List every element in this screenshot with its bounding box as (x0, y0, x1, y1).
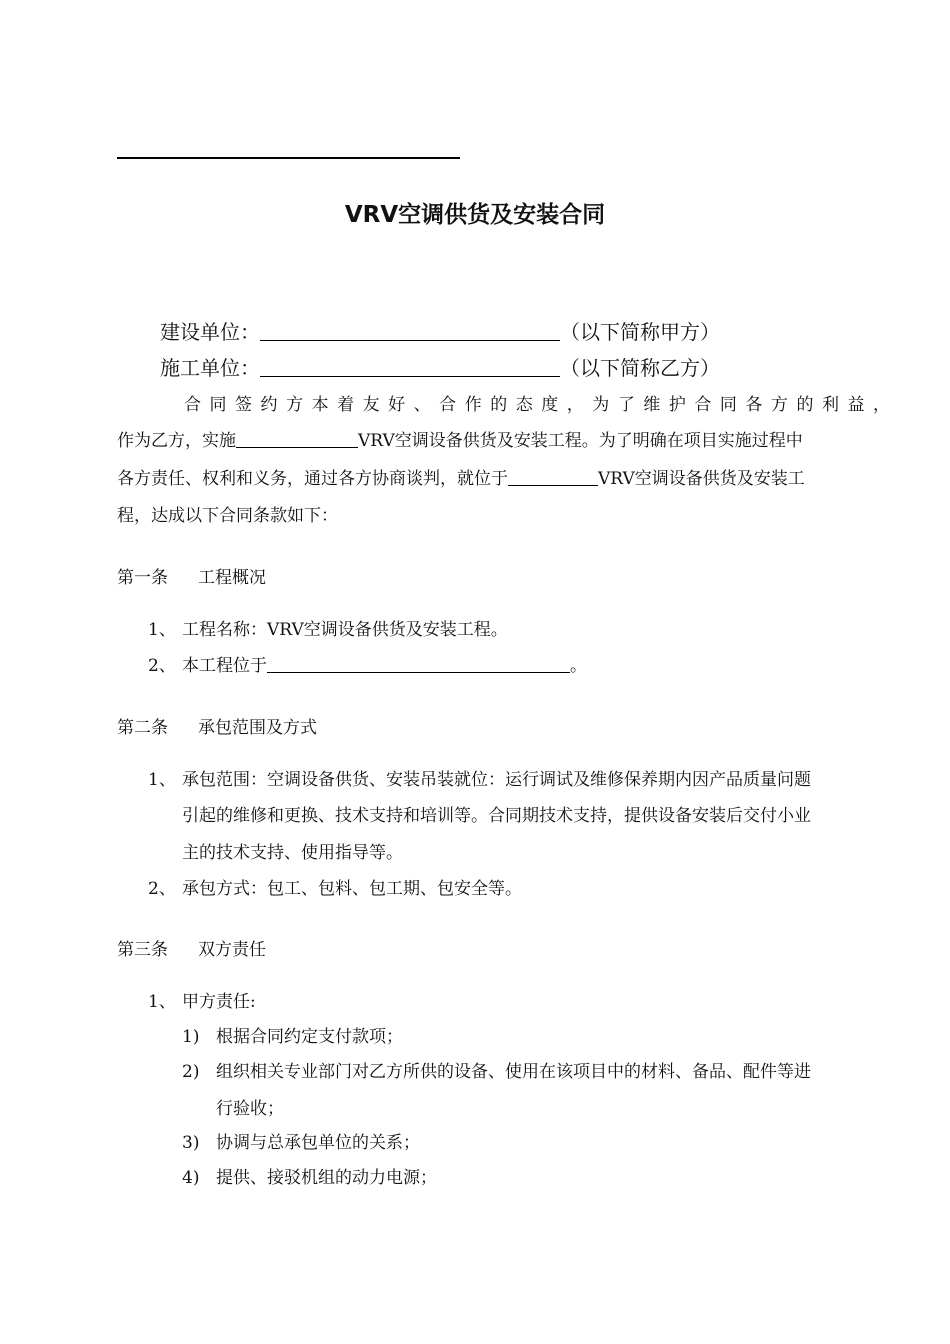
sub-text: 协调与总承包单位的关系； (216, 1133, 420, 1153)
project-name-blank (236, 429, 358, 448)
list-text-end: 。 (570, 656, 587, 676)
list-text: 甲方责任: (182, 992, 256, 1012)
builder-suffix: （以下简称甲方） (560, 320, 720, 344)
address-blank (267, 654, 570, 673)
article-3-number: 第三条 (117, 940, 168, 960)
sub-number: 2) (182, 1062, 200, 1082)
article-2-item-1 (148, 765, 811, 790)
intro-line-3 (117, 464, 805, 489)
list-number: 1、 (148, 620, 176, 640)
article-1-number: 第一条 (117, 568, 168, 588)
contractor-suffix: （以下简称乙方） (560, 356, 720, 380)
sub-text: 提供、接驳机组的动力电源； (216, 1168, 437, 1188)
article-2-item-1-cont-1: 引起的维修和更换、技术支持和培训等。合同期技术支持，提供设备安装后交付小业 (182, 806, 811, 826)
list-text: 工程名称：VRV空调设备供货及安装工程。 (182, 620, 508, 640)
article-2-item-2 (148, 874, 522, 899)
intro-line-3-a: 各方责任、权利和义务，通过各方协商谈判，就位于 (117, 469, 508, 489)
list-text: 承包范围：空调设备供货、安装吊装就位：运行调试及维修保养期内因产品质量问题 (182, 770, 811, 790)
list-number: 1、 (148, 770, 176, 790)
builder-blank (260, 322, 560, 341)
sub-item-2 (182, 1057, 811, 1082)
sub-number: 4) (182, 1168, 200, 1188)
article-1-item-2 (148, 651, 587, 676)
sub-item-3 (182, 1128, 420, 1153)
article-1-item-1 (148, 615, 508, 640)
contractor-line (160, 352, 720, 381)
article-1-name: 工程概况 (198, 568, 266, 588)
builder-label: 建设单位： (160, 320, 260, 344)
list-number: 2、 (148, 656, 176, 676)
intro-line-4: 程，达成以下合同条款如下： (117, 506, 338, 526)
article-3-name: 双方责任 (198, 940, 266, 960)
location-blank (508, 467, 598, 486)
list-number: 2、 (148, 879, 176, 899)
intro-line-3-b: VRV空调设备供货及安装工 (598, 469, 805, 489)
article-2-item-1-cont-2: 主的技术支持、使用指导等。 (182, 843, 403, 863)
list-text: 承包方式：包工、包料、包工期、包安全等。 (182, 879, 522, 899)
article-2-heading (117, 713, 317, 738)
intro-line-2-a: 作为乙方，实施 (117, 431, 236, 451)
builder-line (160, 316, 720, 345)
sub-item-2-cont: 行验收； (216, 1099, 284, 1119)
contractor-blank (260, 358, 560, 377)
list-number: 1、 (148, 992, 176, 1012)
article-2-number: 第二条 (117, 718, 168, 738)
contractor-label: 施工单位： (160, 356, 260, 380)
sub-text: 根据合同约定支付款项； (216, 1027, 403, 1047)
sub-number: 1) (182, 1027, 200, 1047)
intro-line-2 (117, 426, 803, 451)
sub-number: 3) (182, 1133, 200, 1153)
intro-line-2-b: VRV空调设备供货及安装工程。为了明确在项目实施过程中 (358, 431, 803, 451)
sub-item-4 (182, 1163, 437, 1188)
sub-item-1 (182, 1022, 403, 1047)
article-3-heading (117, 935, 266, 960)
header-rule (117, 157, 460, 159)
article-3-item-1 (148, 987, 256, 1012)
list-text: 本工程位于 (182, 656, 267, 676)
intro-line-1: 合同签约方本着友好、合作的态度，为了维护合同各方的利益， (184, 395, 890, 415)
article-2-name: 承包范围及方式 (198, 718, 317, 738)
article-1-heading (117, 563, 266, 588)
document-title: VRV空调供货及安装合同 (344, 202, 606, 228)
sub-text: 组织相关专业部门对乙方所供的设备、使用在该项目中的材料、备品、配件等进 (216, 1062, 811, 1082)
